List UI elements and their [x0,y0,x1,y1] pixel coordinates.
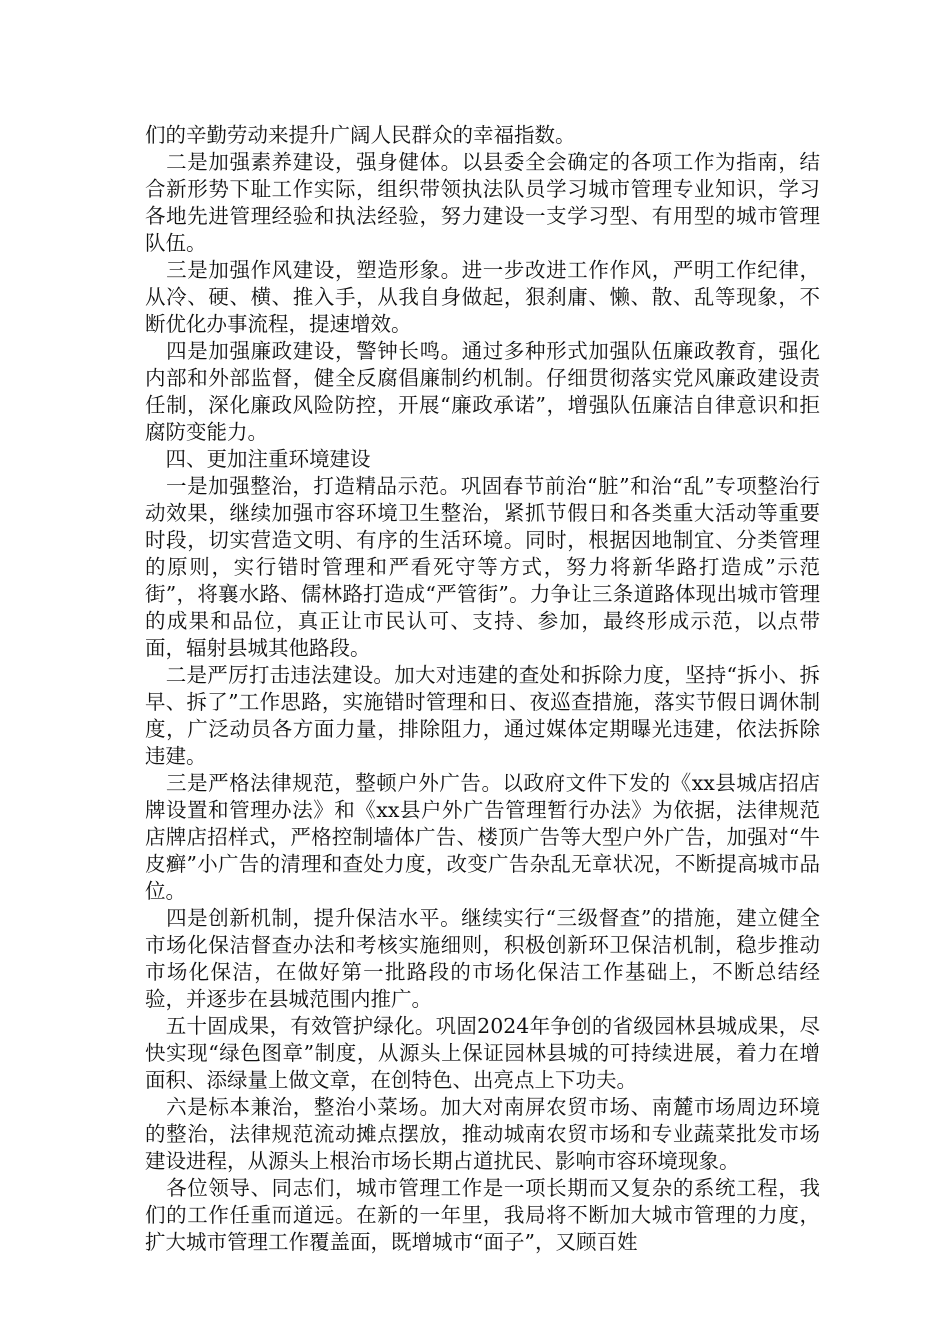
paragraph-integrity-building: 四是加强廉政建设，警钟长鸣。通过多种形式加强队伍廉政教育，强化内部和外部监督，健全反腐倡廉制约机制。仔细贯彻落实党风廉政建设责任制，深化廉政风险防控，开展“廉政承诺”，增强队伍廉洁自律意识和拒腐防变能力。 [145,339,820,444]
paragraph-outdoor-advertising: 三是严格法律规范，整顿户外广告。以政府文件下发的《xx县城店招店牌设置和管理办法》和《xx县户外广告管理暂行办法》为依据，法律规范店牌店招样式，严格控制墙体广告、楼顶广告等大型户外广告，加强对“牛皮癣”小广告的清理和查处力度，改变广告杂乱无章状况，不断提高城市品位。 [145,771,820,903]
paragraph-quality-building: 二是加强素养建设，强身健体。以县委全会确定的各项工作为指南，结合新形势下耻工作实际，组织带领执法队员学习城市管理专业知识，学习各地先进管理经验和执法经验，努力建设一支学习型、有用型的城市管理队伍。 [145,150,820,255]
paragraph-illegal-construction: 二是严厉打击违法建设。加大对违建的查处和拆除力度，坚持“拆小、拆早、拆了”工作思路，实施错时管理和日、夜巡查措施，落实节假日调休制度，广泛动员各方面力量，排除阻力，通过媒体定期曝光违建，依法拆除违建。 [145,663,820,768]
paragraph-style-building: 三是加强作风建设，塑造形象。进一步改进工作作风，严明工作纪律，从冷、硬、横、推入手，从我自身做起，狠刹庸、懒、散、乱等现象，不断优化办事流程，提速增效。 [145,258,820,336]
paragraph-continuation: 们的辛勤劳动来提升广阔人民群众的幸福指数。 [145,123,576,147]
paragraph-vegetable-market: 六是标本兼治，整治小菜场。加大对南屏农贸市场、南麓市场周边环境的整治，法律规范流动摊点摆放，推动城南农贸市场和专业蔬菜批发市场建设进程，从源头上根治市场长期占道扰民、影响市容环境现象。 [145,1095,820,1173]
paragraph-rectification: 一是加强整治，打造精品示范。巩固春节前治“脏”和治“乱”专项整治行动效果，继续加强市容环境卫生整治，紧抓节假日和各类重大活动等重要时段，切实营造文明、有序的生活环境。同时，根据因地制宜、分类管理的原则，实行错时管理和严看死守等方式，努力将新华路打造成”示范街”，将襄水路、儒林路打造成“严管街”。力争让三条道路体现出城市管理的成果和品位，真正让市民认可、支持、参加，最终形成示范，以点带面，辐射县城其他路段。 [145,474,820,660]
document-page [145,122,820,1256]
paragraph-greening: 五十固成果，有效管护绿化。巩固2024年争创的省级园林县城成果，尽快实现“绿色图章”制度，从源头上保证园林县城的可持续进展，着力在增面积、添绿量上做文章，在创特色、出亮点上下功夫。 [145,1014,820,1092]
section-heading-environment: 四、更加注重环境建设 [145,447,371,471]
paragraph-cleaning-mechanism: 四是创新机制，提升保洁水平。继续实行“三级督查”的措施，建立健全市场化保洁督查办法和考核实施细则，积极创新环卫保洁机制，稳步推动市场化保洁，在做好第一批路段的市场化保洁工作基础上，不断总结经验，并逐步在县城范围内推广。 [145,906,820,1011]
paragraph-closing: 各位领导、同志们，城市管理工作是一项长期而又复杂的系统工程，我们的工作任重而道远。在新的一年里，我局将不断加大城市管理的力度，扩大城市管理工作覆盖面，既增城市“面子”，又顾百姓 [145,1176,820,1254]
